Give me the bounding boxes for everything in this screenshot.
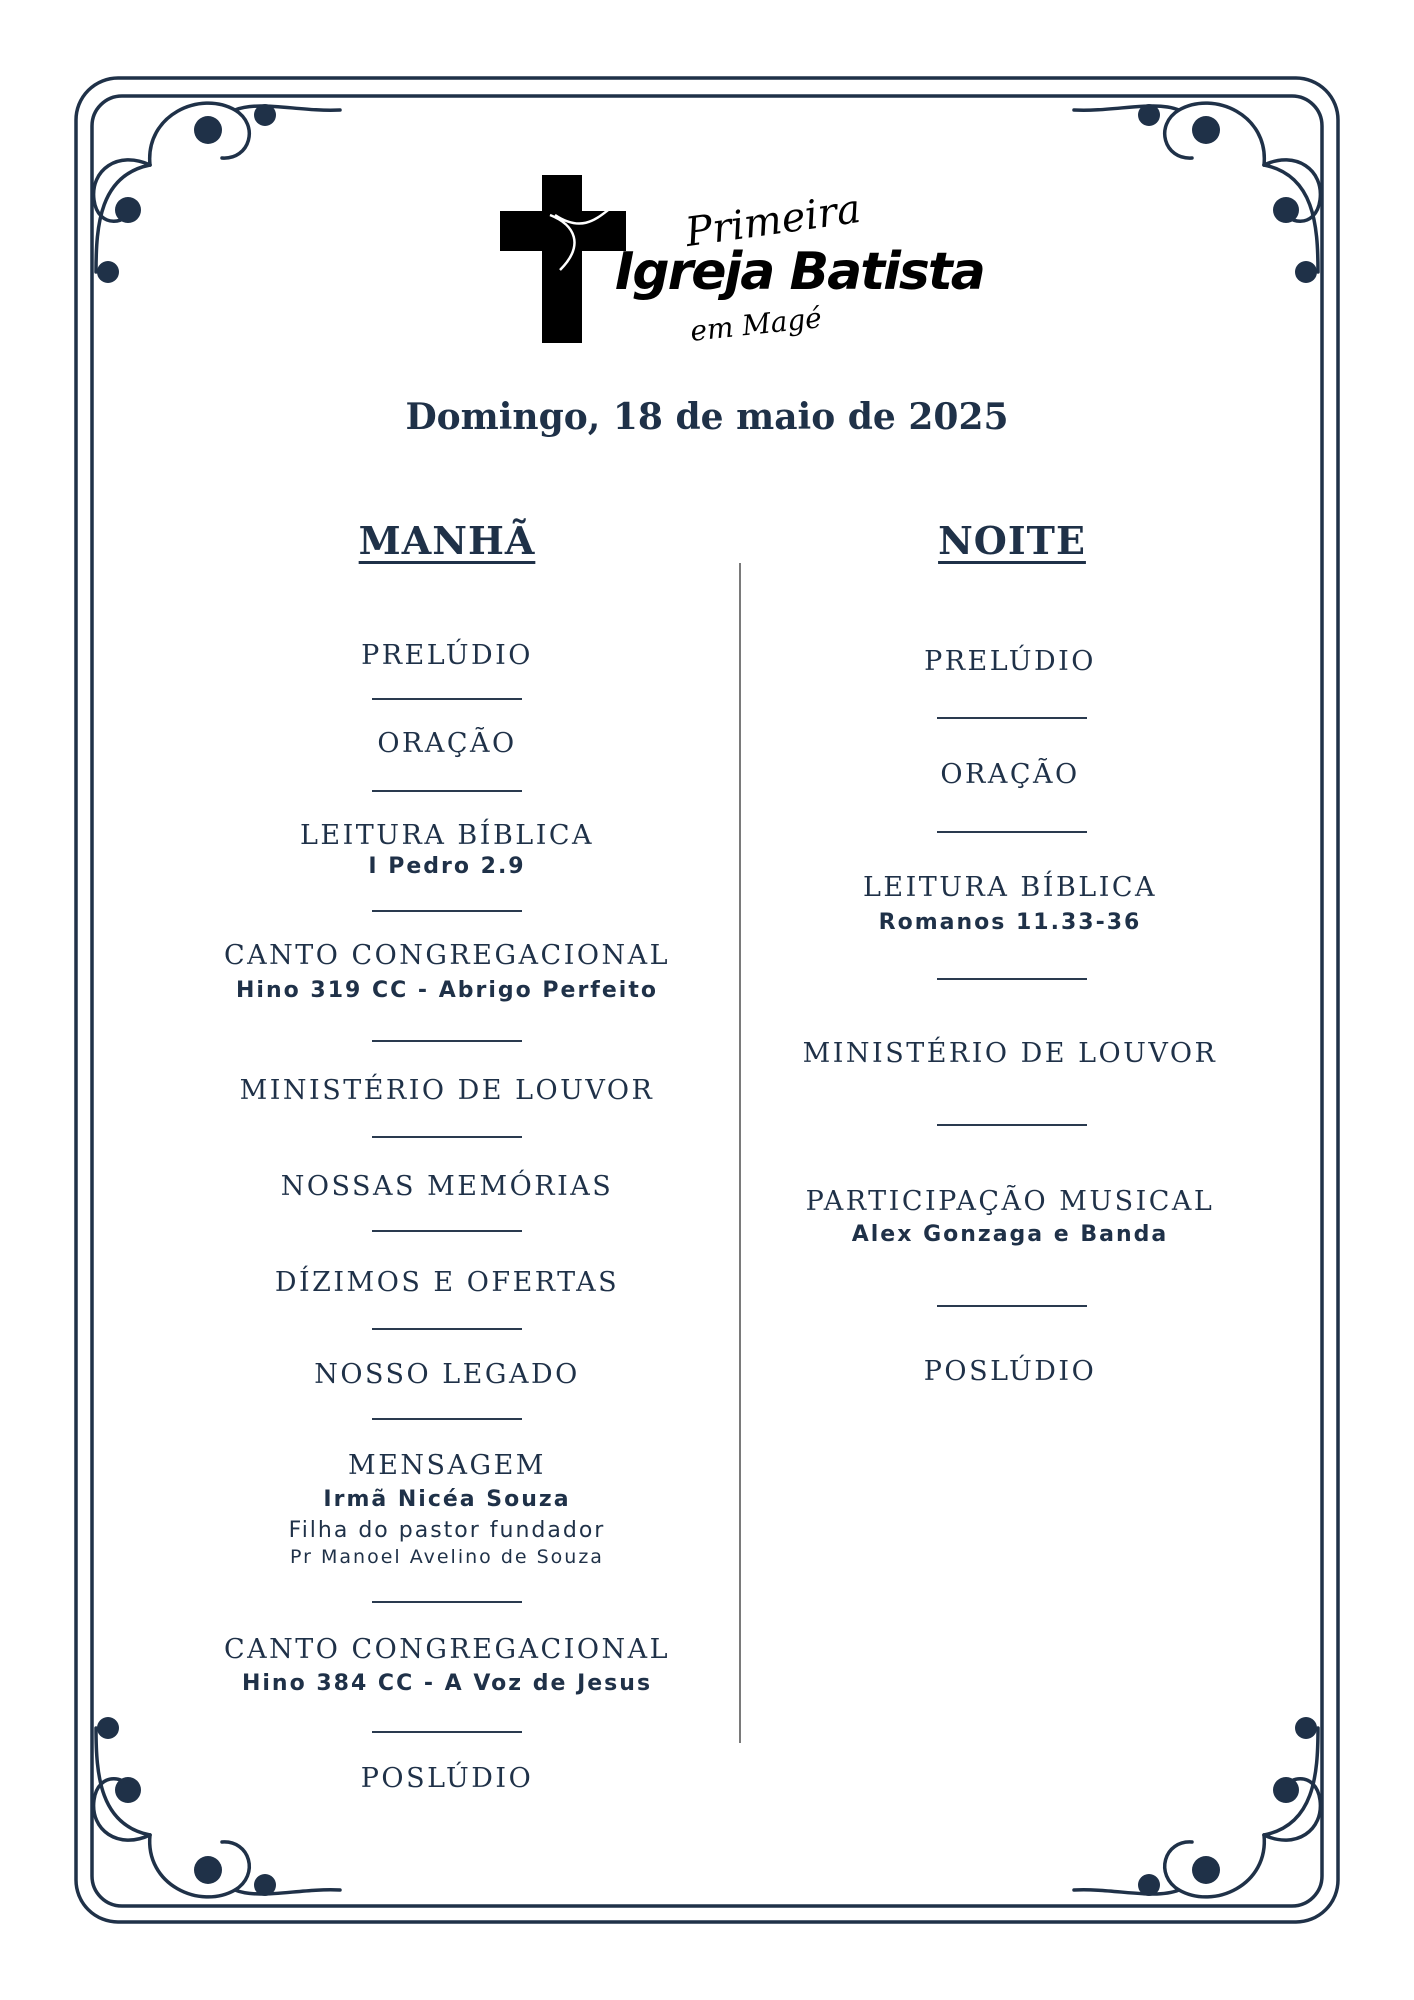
- separator: [937, 1124, 1087, 1126]
- separator: [372, 790, 522, 792]
- separator: [372, 910, 522, 912]
- morning-item-canto-1: CANTO CONGREGACIONAL: [223, 940, 671, 971]
- morning-item-canto-2-hymn: Hino 384 CC - A Voz de Jesus: [241, 1671, 653, 1696]
- service-date: Domingo, 18 de maio de 2025: [405, 396, 1009, 438]
- logo-line-igreja-batista: Igreja Batista: [615, 242, 984, 302]
- logo-line-primeira: Primeira: [682, 185, 864, 257]
- logo-line-em-mage: em Magé: [688, 301, 824, 348]
- church-logo: [490, 170, 984, 350]
- separator: [937, 831, 1087, 833]
- evening-item-participacao: PARTICIPAÇÃO MUSICAL: [805, 1186, 1215, 1217]
- morning-item-mensagem-speaker: Irmã Nicéa Souza: [323, 1487, 571, 1512]
- separator: [372, 1040, 522, 1042]
- morning-title: MANHÃ: [358, 518, 536, 563]
- evening-item-posludio: POSLÚDIO: [923, 1356, 1097, 1387]
- morning-item-preludio: PRELÚDIO: [361, 640, 533, 671]
- separator: [937, 1305, 1087, 1307]
- morning-item-mensagem-note-2: Pr Manoel Avelino de Souza: [290, 1546, 604, 1568]
- separator: [937, 978, 1087, 980]
- morning-item-dizimos: DÍZIMOS E OFERTAS: [274, 1267, 620, 1298]
- separator: [372, 698, 522, 700]
- evening-item-leitura-ref: Romanos 11.33-36: [878, 910, 1142, 935]
- separator: [372, 1230, 522, 1232]
- separator: [937, 717, 1087, 719]
- evening-item-participacao-artist: Alex Gonzaga e Banda: [851, 1222, 1169, 1247]
- morning-item-posludio: POSLÚDIO: [360, 1763, 534, 1794]
- morning-item-canto-2: CANTO CONGREGACIONAL: [223, 1634, 671, 1665]
- cross-icon: [500, 175, 630, 345]
- separator: [372, 1328, 522, 1330]
- morning-item-mensagem-note: Filha do pastor fundador: [288, 1518, 606, 1543]
- separator: [372, 1731, 522, 1733]
- morning-item-leitura-ref: I Pedro 2.9: [368, 854, 526, 879]
- morning-item-leitura: LEITURA BÍBLICA: [299, 820, 595, 851]
- morning-item-louvor: MINISTÉRIO DE LOUVOR: [239, 1075, 655, 1106]
- morning-item-canto-1-hymn: Hino 319 CC - Abrigo Perfeito: [236, 978, 658, 1003]
- separator: [372, 1418, 522, 1420]
- evening-item-preludio: PRELÚDIO: [924, 646, 1096, 677]
- evening-title: NOITE: [938, 518, 1086, 563]
- evening-item-oracao: ORAÇÃO: [940, 759, 1080, 790]
- column-divider: [739, 563, 741, 1743]
- separator: [372, 1601, 522, 1603]
- morning-item-oracao: ORAÇÃO: [377, 728, 517, 759]
- morning-item-memorias: NOSSAS MEMÓRIAS: [280, 1171, 614, 1202]
- separator: [372, 1136, 522, 1138]
- evening-item-louvor: MINISTÉRIO DE LOUVOR: [802, 1038, 1218, 1069]
- evening-item-leitura: LEITURA BÍBLICA: [862, 872, 1158, 903]
- morning-item-mensagem: MENSAGEM: [348, 1450, 546, 1481]
- morning-item-legado: NOSSO LEGADO: [314, 1359, 580, 1390]
